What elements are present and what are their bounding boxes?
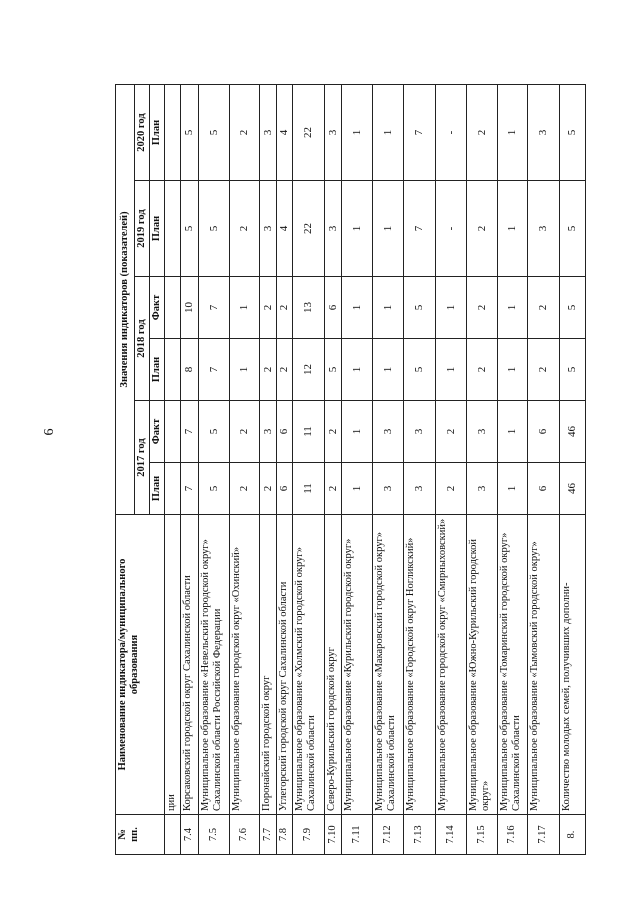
row-value: 46 xyxy=(559,463,585,515)
row-value: 1 xyxy=(341,277,372,339)
table-row xyxy=(229,85,259,855)
row-value: 6 xyxy=(527,463,559,515)
row-number: 7.7 xyxy=(259,815,276,855)
header-number: № пп. xyxy=(116,815,165,855)
table-row xyxy=(198,85,229,855)
row-name: Корсаковский городской округ Сахалинской области xyxy=(180,515,198,815)
row-value: 6 xyxy=(276,463,292,515)
row-value: 2 xyxy=(527,339,559,401)
table-row xyxy=(292,85,324,855)
row-value: 46 xyxy=(559,401,585,463)
header-plan-2020: План xyxy=(149,85,164,181)
row-value: 5 xyxy=(559,85,585,181)
table-row xyxy=(403,85,435,855)
row-name: Муниципальное образование «Тымовский городской округ» xyxy=(527,515,559,815)
row-value: 3 xyxy=(466,463,497,515)
empty-cell xyxy=(164,339,180,401)
row-number: 7.15 xyxy=(466,815,497,855)
row-number: 7.5 xyxy=(198,815,229,855)
row-name: Муниципальное образование «Томаринский городской округ» Сахалинской области xyxy=(497,515,527,815)
row-value: 1 xyxy=(435,277,466,339)
row-number: 7.9 xyxy=(292,815,324,855)
row-value: 7 xyxy=(403,85,435,181)
row-value: 13 xyxy=(292,277,324,339)
indicator-table xyxy=(115,84,586,855)
row-value: 1 xyxy=(372,181,403,277)
rotated-table-container xyxy=(115,85,587,855)
row-value: 7 xyxy=(198,339,229,401)
row-value: 3 xyxy=(527,85,559,181)
row-value: 3 xyxy=(372,463,403,515)
row-value: 8 xyxy=(180,339,198,401)
row-value: 3 xyxy=(466,401,497,463)
row-number: 8. xyxy=(559,815,585,855)
row-value: 1 xyxy=(229,277,259,339)
row-value: 5 xyxy=(198,401,229,463)
row-value: 1 xyxy=(341,339,372,401)
row-value: 1 xyxy=(341,181,372,277)
row-value: 1 xyxy=(341,85,372,181)
row-value: 1 xyxy=(497,277,527,339)
row-value: 2 xyxy=(229,181,259,277)
header-year-2019: 2019 год xyxy=(135,181,150,277)
row-value: 2 xyxy=(259,339,276,401)
header-fact-2018: Факт xyxy=(149,277,164,339)
row-value: 3 xyxy=(403,463,435,515)
row-value: 3 xyxy=(324,181,341,277)
table-row xyxy=(527,85,559,855)
row-name: Муниципальное образование городской округ «Охинский» xyxy=(229,515,259,815)
header-values-group: Значения индикаторов (показателей) xyxy=(116,85,135,515)
table-row xyxy=(497,85,527,855)
page-number: 6 xyxy=(42,428,57,436)
row-value: 5 xyxy=(324,339,341,401)
row-value: 1 xyxy=(497,85,527,181)
row-value: 4 xyxy=(276,85,292,181)
row-value: 22 xyxy=(292,85,324,181)
empty-cell xyxy=(164,401,180,463)
row-value: 1 xyxy=(435,339,466,401)
empty-cell xyxy=(164,85,180,181)
row-value: 5 xyxy=(403,277,435,339)
header-year-2017: 2017 год xyxy=(135,401,150,515)
table-row xyxy=(466,85,497,855)
row-value: 5 xyxy=(559,181,585,277)
row-value: 7 xyxy=(403,181,435,277)
row-number: 7.6 xyxy=(229,815,259,855)
row-value: 3 xyxy=(527,181,559,277)
row-value: 2 xyxy=(276,339,292,401)
row-name: Углегорский городской округ Сахалинской области xyxy=(276,515,292,815)
row-value: 3 xyxy=(259,85,276,181)
row-value: 5 xyxy=(198,181,229,277)
row-number: 7.13 xyxy=(403,815,435,855)
continuation-text: ции xyxy=(164,515,180,815)
row-name: Поронайский городской округ xyxy=(259,515,276,815)
row-name: Муниципальное образование «Городской округ Ногликский» xyxy=(403,515,435,815)
row-value: 6 xyxy=(276,401,292,463)
row-value: 6 xyxy=(324,277,341,339)
table-row xyxy=(324,85,341,855)
row-value: 2 xyxy=(229,463,259,515)
row-value: 11 xyxy=(292,401,324,463)
row-value: 1 xyxy=(497,463,527,515)
row-value: 2 xyxy=(435,463,466,515)
row-name: Муниципальное образование «Курильский городской округ» xyxy=(341,515,372,815)
row-value: 10 xyxy=(180,277,198,339)
row-value: 1 xyxy=(497,181,527,277)
row-value: 1 xyxy=(372,277,403,339)
table-row xyxy=(435,85,466,855)
row-value: 2 xyxy=(527,277,559,339)
row-number: 7.4 xyxy=(180,815,198,855)
row-value: 1 xyxy=(229,339,259,401)
row-value: 5 xyxy=(180,181,198,277)
row-name: Муниципальное образование городской округ «Смирныховский» xyxy=(435,515,466,815)
row-name: Северо-Курильский городской округ xyxy=(324,515,341,815)
row-value: 2 xyxy=(324,463,341,515)
row-name: Муниципальное образование «Макаровский городской округ» Сахалинской области xyxy=(372,515,403,815)
row-value: 22 xyxy=(292,181,324,277)
row-value: 5 xyxy=(180,85,198,181)
row-value: 5 xyxy=(198,85,229,181)
row-value: 3 xyxy=(403,401,435,463)
row-name: Муниципальное образование «Южно-Курильский городской округ» xyxy=(466,515,497,815)
row-value: 1 xyxy=(341,463,372,515)
row-value: 2 xyxy=(466,85,497,181)
row-value: 3 xyxy=(259,401,276,463)
row-value: 3 xyxy=(372,401,403,463)
row-value: 11 xyxy=(292,463,324,515)
table-row xyxy=(180,85,198,855)
row-name: Муниципальное образование «Невельский городской округ» Сахалинской области Российской Федерации xyxy=(198,515,229,815)
row-value: 2 xyxy=(259,277,276,339)
row-value: 2 xyxy=(466,339,497,401)
empty-cell xyxy=(164,463,180,515)
row-value: 5 xyxy=(559,339,585,401)
row-value: 2 xyxy=(466,277,497,339)
row-value: 7 xyxy=(198,277,229,339)
row-value: 3 xyxy=(259,181,276,277)
row-value: 2 xyxy=(229,85,259,181)
row-value: 2 xyxy=(324,401,341,463)
row-value: 2 xyxy=(229,401,259,463)
header-fact-2017: Факт xyxy=(149,401,164,463)
empty-cell xyxy=(164,181,180,277)
row-value: 2 xyxy=(466,181,497,277)
table-row xyxy=(259,85,276,855)
row-name: Количество молодых семей, получивших дополни- xyxy=(559,515,585,815)
table-row xyxy=(276,85,292,855)
table-row xyxy=(559,85,585,855)
row-value: 1 xyxy=(341,401,372,463)
header-name: Наименование индикатора/муниципального образования xyxy=(116,515,165,815)
row-value: 5 xyxy=(198,463,229,515)
continuation-num-cell xyxy=(164,815,180,855)
row-value: 1 xyxy=(372,339,403,401)
header-plan-2019: План xyxy=(149,181,164,277)
row-value: 2 xyxy=(259,463,276,515)
header-year-2020: 2020 год xyxy=(135,85,150,181)
row-number: 7.10 xyxy=(324,815,341,855)
table-row xyxy=(372,85,403,855)
row-number: 7.17 xyxy=(527,815,559,855)
row-value: 5 xyxy=(559,277,585,339)
row-value: 2 xyxy=(435,401,466,463)
row-value: 6 xyxy=(527,401,559,463)
row-value: 1 xyxy=(372,85,403,181)
row-value: 5 xyxy=(403,339,435,401)
row-value: 12 xyxy=(292,339,324,401)
row-value: - xyxy=(435,181,466,277)
row-number: 7.16 xyxy=(497,815,527,855)
row-number: 7.8 xyxy=(276,815,292,855)
row-number: 7.12 xyxy=(372,815,403,855)
row-value: 7 xyxy=(180,401,198,463)
row-value: 1 xyxy=(497,401,527,463)
row-value: 2 xyxy=(276,277,292,339)
row-value: - xyxy=(435,85,466,181)
row-value: 7 xyxy=(180,463,198,515)
header-plan-2018: План xyxy=(149,339,164,401)
continuation-row xyxy=(164,85,180,855)
header-year-2018: 2018 год xyxy=(135,277,150,401)
row-number: 7.11 xyxy=(341,815,372,855)
empty-cell xyxy=(164,277,180,339)
row-value: 3 xyxy=(324,85,341,181)
row-value: 1 xyxy=(497,339,527,401)
header-plan-2017: План xyxy=(149,463,164,515)
row-value: 4 xyxy=(276,181,292,277)
row-number: 7.14 xyxy=(435,815,466,855)
row-name: Муниципальное образование «Холмский городской округ» Сахалинской области xyxy=(292,515,324,815)
table-row xyxy=(341,85,372,855)
